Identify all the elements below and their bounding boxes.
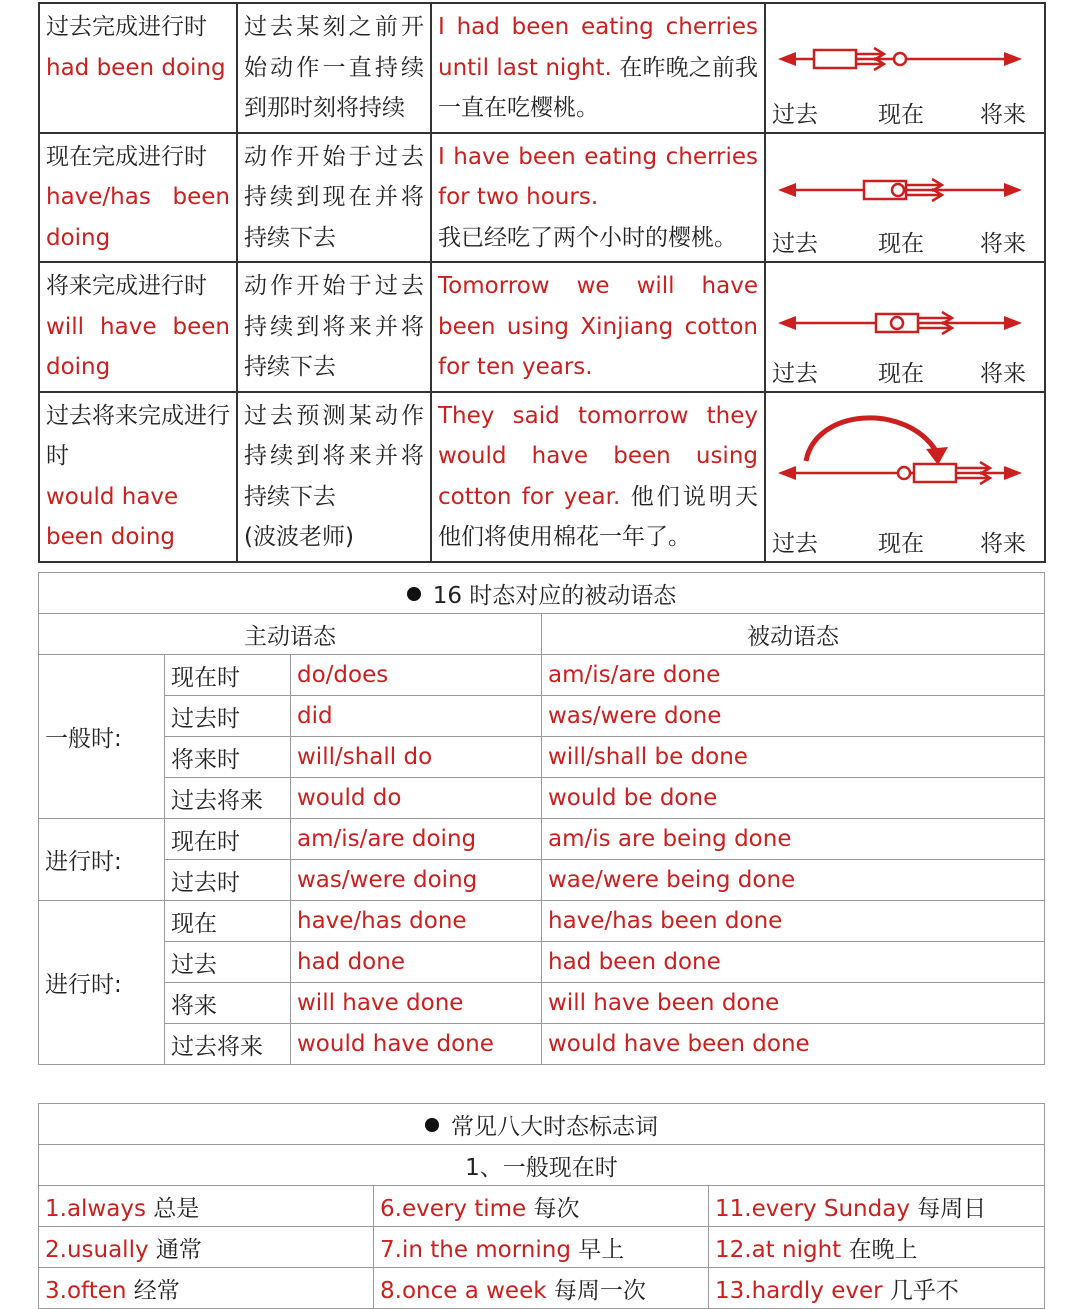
timeline-now: 现在 xyxy=(878,530,924,557)
timeline-future: 将来 xyxy=(980,360,1026,387)
timeline-past: 过去 xyxy=(772,360,818,387)
signal-word-cn: 在晚上 xyxy=(848,1236,918,1263)
signal-word-en: 8.once a week xyxy=(380,1277,547,1304)
arrowhead-left xyxy=(778,316,796,330)
active-form: have/has done xyxy=(291,901,542,942)
tense-name: 过去完成进行时 xyxy=(46,14,207,40)
passive-form: am/is/are done xyxy=(542,655,1045,696)
tense-name-cell xyxy=(39,3,237,133)
signal-word xyxy=(374,1186,709,1227)
table-row xyxy=(39,819,1045,860)
tense-label: 过去时 xyxy=(165,696,291,737)
table-row xyxy=(39,901,1045,942)
timeline-cell xyxy=(765,392,1045,562)
table-row xyxy=(39,1227,1045,1268)
active-form: would have done xyxy=(291,1024,542,1065)
tense-label: 将来 xyxy=(165,983,291,1024)
section-title xyxy=(39,1104,1045,1145)
active-form: would do xyxy=(291,778,542,819)
passive-form: will have been done xyxy=(542,983,1045,1024)
active-form: do/does xyxy=(291,655,542,696)
tense-example xyxy=(431,262,765,392)
reference-point xyxy=(894,53,906,65)
passive-form: had been done xyxy=(542,942,1045,983)
example-en: I have been eating cherries for two hours. xyxy=(438,143,758,210)
tense-label: 过去将来 xyxy=(165,1024,291,1065)
arrowhead-left xyxy=(778,466,796,480)
tense-table xyxy=(38,2,1046,563)
timeline-past: 过去 xyxy=(772,231,818,257)
tense-label: 现在时 xyxy=(165,655,291,696)
tense-meaning: 动作开始于过去持续到现在并将持续下去 xyxy=(237,133,431,263)
arrowhead-right xyxy=(1004,183,1022,197)
signal-word xyxy=(39,1268,374,1309)
table-row xyxy=(39,737,1045,778)
signal-word-cn: 早上 xyxy=(578,1236,625,1263)
example-cn: 我已经吃了两个小时的樱桃。 xyxy=(438,224,737,251)
projection-arc xyxy=(806,417,936,460)
arrowhead-right xyxy=(1004,316,1022,330)
tense-example xyxy=(431,133,765,263)
signal-word-en: 13.hardly ever xyxy=(715,1277,883,1304)
tense-label: 过去时 xyxy=(165,860,291,901)
tense-name: 现在完成进行时 xyxy=(46,143,207,170)
example-en: They said tomorrow they would have been using cotton for year. xyxy=(438,402,758,510)
timeline-future: 将来 xyxy=(980,101,1026,128)
passive-voice-table xyxy=(38,572,1045,1065)
header-active: 主动语态 xyxy=(39,614,542,655)
arc-arrowhead xyxy=(926,447,948,465)
arrowhead-left xyxy=(778,52,796,66)
timeline-future: 将来 xyxy=(980,231,1026,257)
signal-word-cn: 几乎不 xyxy=(889,1277,959,1304)
signal-words-table xyxy=(38,1103,1045,1309)
tense-name-cell xyxy=(39,262,237,392)
timeline-future: 将来 xyxy=(980,530,1026,557)
tense-name-cell xyxy=(39,392,237,562)
table-row xyxy=(39,1268,1045,1309)
arrowhead-right xyxy=(1004,466,1022,480)
timeline-cell xyxy=(765,133,1045,263)
tense-form: had been doing xyxy=(46,54,226,81)
active-form: will/shall do xyxy=(291,737,542,778)
table-row xyxy=(39,696,1045,737)
table-row xyxy=(39,1024,1045,1065)
tense-example xyxy=(431,3,765,133)
timeline-now: 现在 xyxy=(878,231,924,257)
reference-point xyxy=(891,317,903,329)
table-row xyxy=(39,778,1045,819)
example-en: Tomorrow we will have been using Xinjiang cotton for ten years. xyxy=(438,273,758,380)
signal-word-en: 2.usually xyxy=(45,1236,149,1263)
signal-word xyxy=(39,1186,374,1227)
passive-form: was/were done xyxy=(542,696,1045,737)
reference-point xyxy=(898,467,910,479)
duration-box xyxy=(914,464,956,482)
passive-form: have/has been done xyxy=(542,901,1045,942)
arrowhead-left xyxy=(778,183,796,197)
tense-meaning: 过去某刻之前开始动作一直持续到那时刻将持续 xyxy=(237,3,431,133)
active-form: was/were doing xyxy=(291,860,542,901)
header-passive: 被动语态 xyxy=(542,614,1045,655)
signal-word xyxy=(374,1268,709,1309)
table-row xyxy=(39,133,1045,263)
timeline-past: 过去 xyxy=(772,530,818,557)
section-title xyxy=(39,573,1045,614)
tense-form: would have been doing xyxy=(46,483,179,550)
group-label: 一般时: xyxy=(39,655,165,819)
signal-word-cn: 经常 xyxy=(133,1277,180,1304)
signal-word-cn: 每周一次 xyxy=(553,1277,646,1304)
passive-form: am/is are being done xyxy=(542,819,1045,860)
bullet-icon xyxy=(425,1118,439,1132)
table-row xyxy=(39,942,1045,983)
table-row xyxy=(39,1186,1045,1227)
signal-word-en: 11.every Sunday xyxy=(715,1195,910,1222)
passive-form: would be done xyxy=(542,778,1045,819)
signal-word-cn: 通常 xyxy=(155,1236,202,1263)
signal-title-row xyxy=(39,1104,1045,1145)
signal-word-cn: 每次 xyxy=(533,1195,580,1222)
example-cn: 他们说明天他们将使用棉花一年了。 xyxy=(438,483,758,550)
tense-meaning: 动作开始于过去持续到将来并将持续下去 xyxy=(237,262,431,392)
signal-word-en: 6.every time xyxy=(380,1195,527,1222)
tense-label: 现在 xyxy=(165,901,291,942)
example-en: I had been eating cherries until last night. xyxy=(438,14,758,81)
passive-form: will/shall be done xyxy=(542,737,1045,778)
signal-word xyxy=(39,1227,374,1268)
signal-section-row xyxy=(39,1145,1045,1186)
table-row xyxy=(39,655,1045,696)
tense-label: 将来时 xyxy=(165,737,291,778)
tense-label: 现在时 xyxy=(165,819,291,860)
tense-form: will have been doing xyxy=(46,313,230,380)
passive-form: wae/were being done xyxy=(542,860,1045,901)
reference-point xyxy=(892,184,904,196)
arrowhead-right xyxy=(1004,52,1022,66)
duration-box xyxy=(814,50,856,68)
signal-word-cn: 每周日 xyxy=(917,1195,987,1222)
tense-meaning-cell xyxy=(237,392,431,562)
timeline-cell xyxy=(765,262,1045,392)
signal-word xyxy=(709,1268,1045,1309)
timeline-past: 过去 xyxy=(772,101,818,128)
passive-header-row xyxy=(39,614,1045,655)
passive-form: would have been done xyxy=(542,1024,1045,1065)
tense-form: have/has been doing xyxy=(46,184,230,251)
tense-name: 将来完成进行时 xyxy=(46,273,207,299)
table-row xyxy=(39,262,1045,392)
signal-word-en: 3.often xyxy=(45,1277,127,1304)
active-form: had done xyxy=(291,942,542,983)
section-title-text: 16 时态对应的被动语态 xyxy=(432,582,677,609)
signal-word xyxy=(709,1227,1045,1268)
table-row xyxy=(39,983,1045,1024)
tense-name: 过去将来完成进行时 xyxy=(46,402,230,469)
signal-word-en: 7.in the morning xyxy=(380,1236,571,1263)
tense-example xyxy=(431,392,765,562)
active-form: am/is/are doing xyxy=(291,819,542,860)
signal-word xyxy=(374,1227,709,1268)
table-row xyxy=(39,860,1045,901)
active-form: will have done xyxy=(291,983,542,1024)
tense-name-cell xyxy=(39,133,237,263)
active-form: did xyxy=(291,696,542,737)
bullet-icon xyxy=(407,587,421,601)
example-cn: 在昨晚之前我一直在吃樱桃。 xyxy=(438,54,759,121)
group-label: 进行时: xyxy=(39,819,165,901)
group-label: 进行时: xyxy=(39,901,165,1065)
section-title-text: 常见八大时态标志词 xyxy=(451,1113,658,1140)
signal-word xyxy=(709,1186,1045,1227)
section-subtitle: 1、一般现在时 xyxy=(39,1145,1045,1186)
signal-word-cn: 总是 xyxy=(153,1195,200,1222)
table-row xyxy=(39,3,1045,133)
signal-word-en: 1.always xyxy=(45,1195,146,1222)
passive-title-row xyxy=(39,573,1045,614)
tense-label: 过去 xyxy=(165,942,291,983)
timeline-now: 现在 xyxy=(878,101,924,128)
tense-meaning: 过去预测某动作持续到将来并将持续下去 xyxy=(244,402,424,510)
tense-label: 过去将来 xyxy=(165,778,291,819)
signal-word-en: 12.at night xyxy=(715,1236,842,1263)
teacher-note: (波波老师) xyxy=(244,524,354,550)
timeline-now: 现在 xyxy=(878,360,924,387)
timeline-cell xyxy=(765,3,1045,133)
table-row xyxy=(39,392,1045,562)
